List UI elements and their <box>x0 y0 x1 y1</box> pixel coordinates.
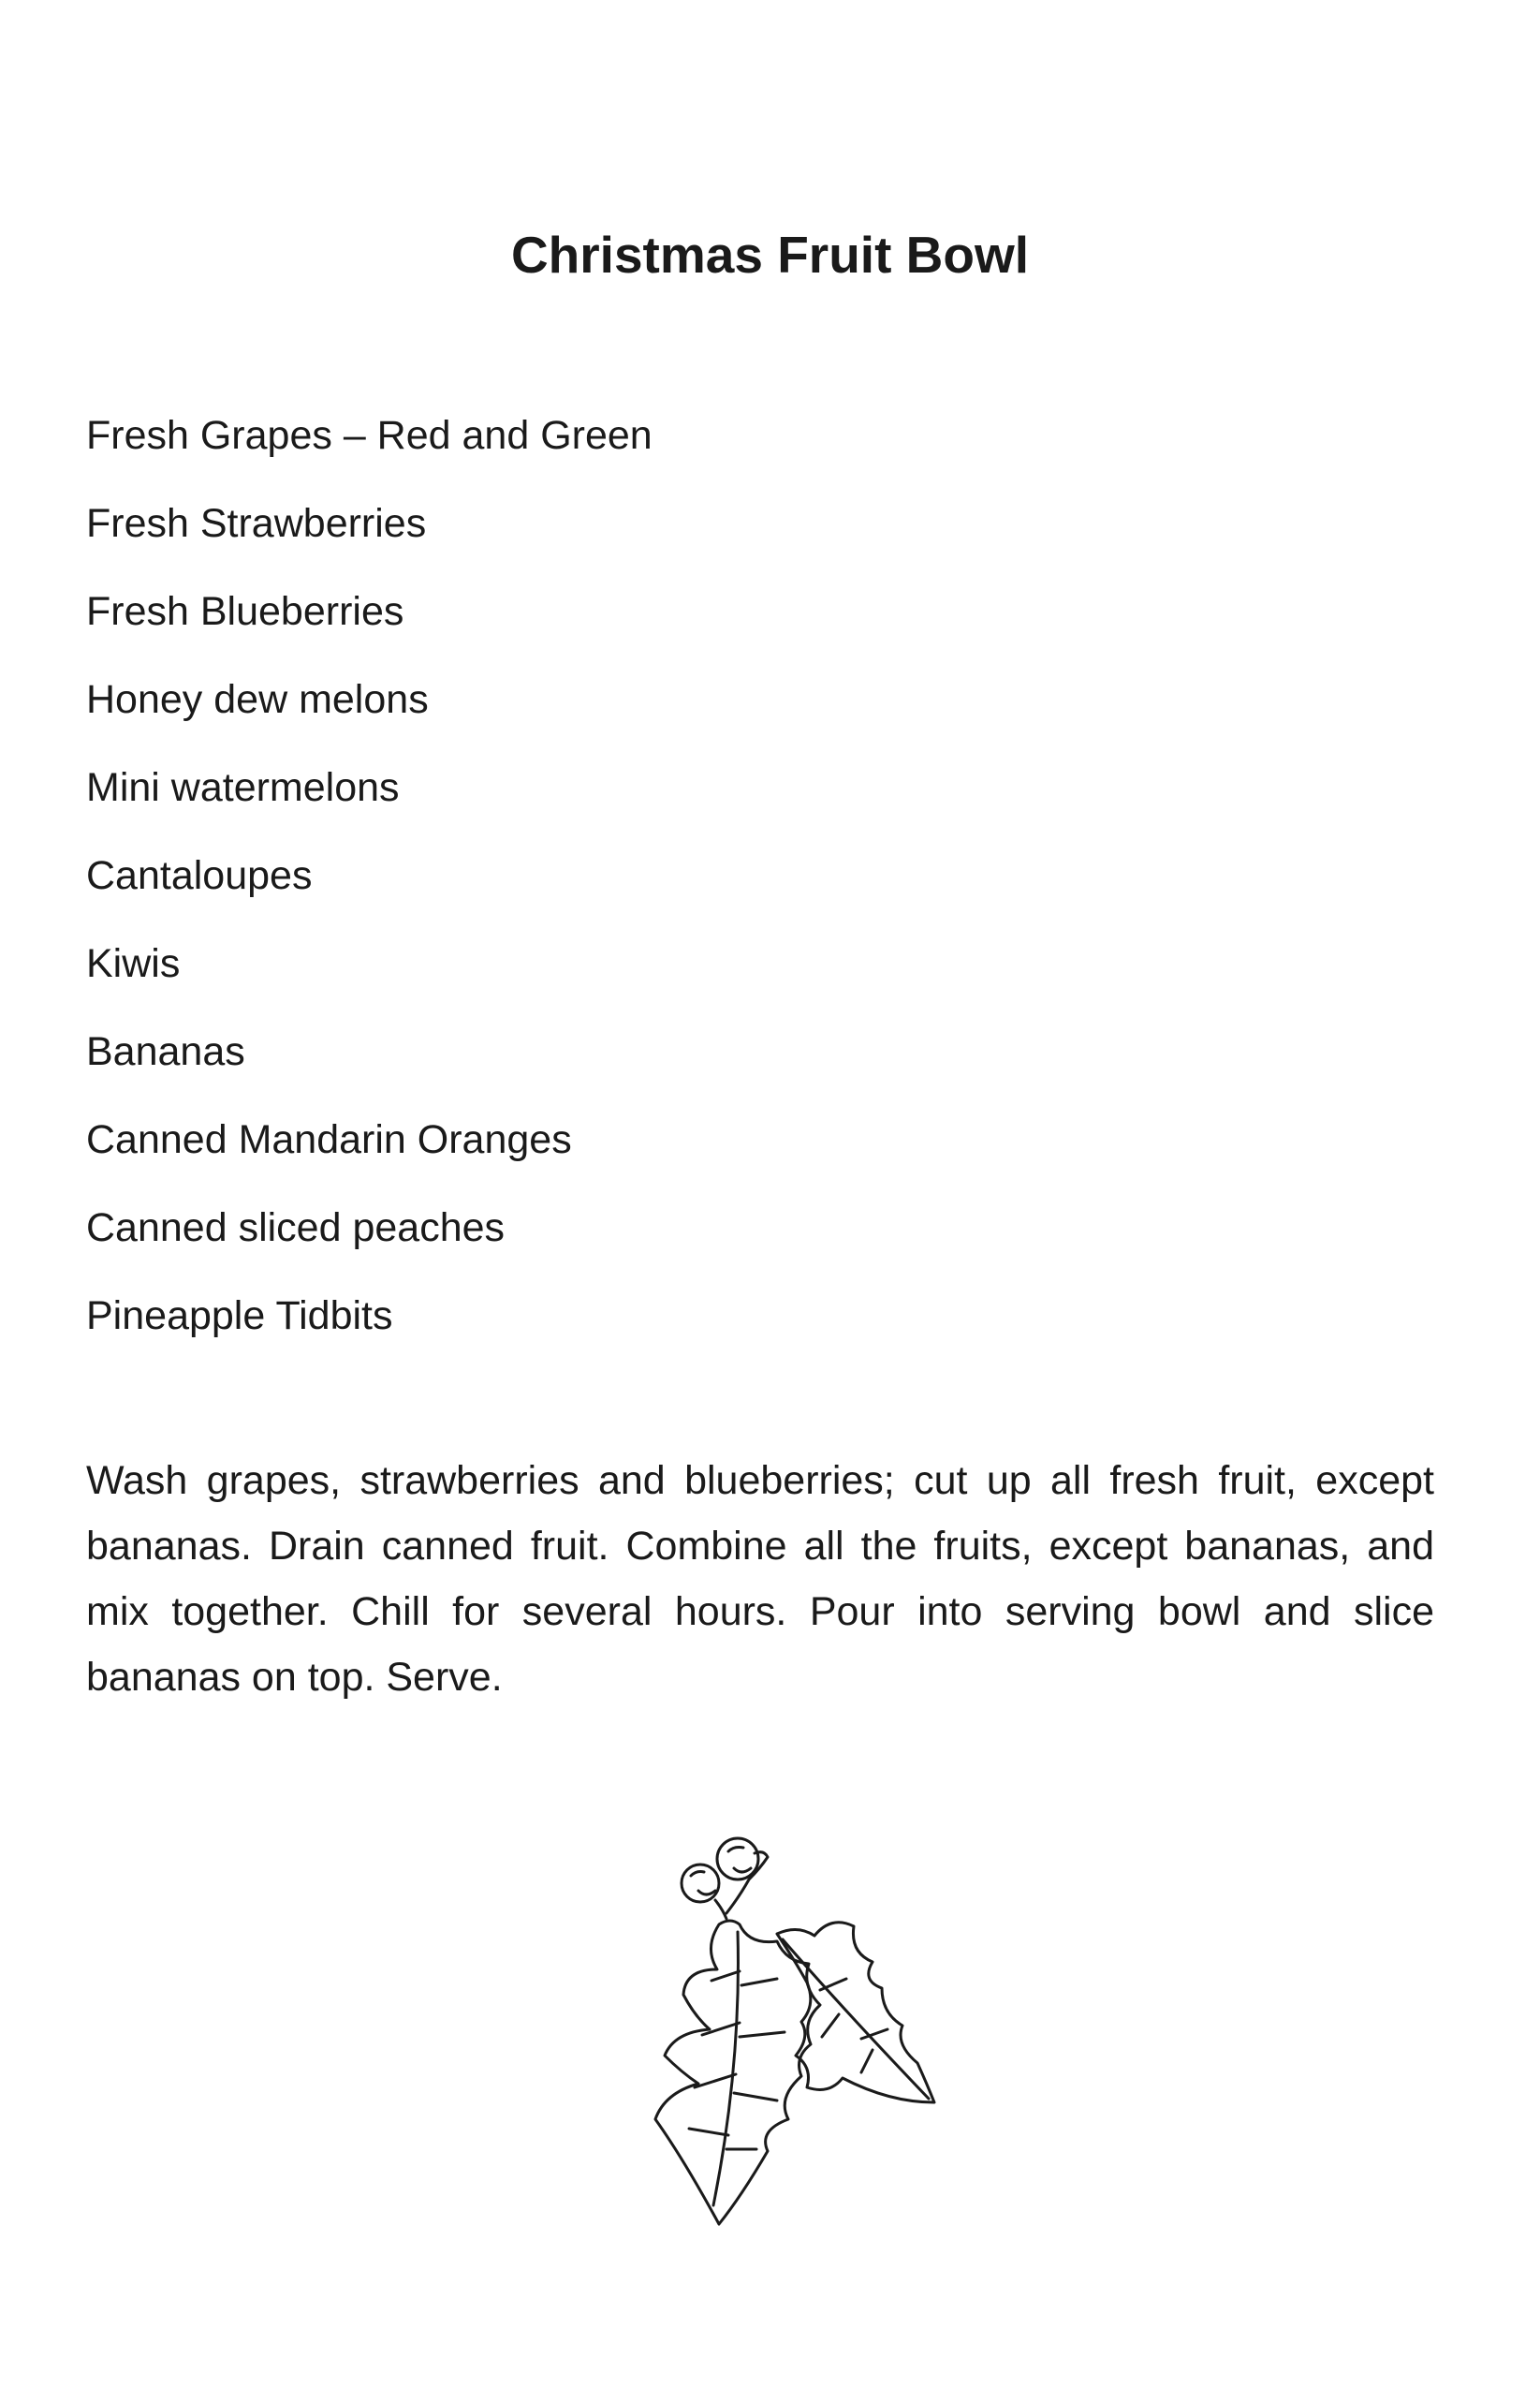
holly-icon <box>637 1821 955 2243</box>
ingredient-item: Fresh Strawberries <box>86 501 427 546</box>
ingredient-item: Honey dew melons <box>86 677 429 722</box>
ingredient-item: Canned sliced peaches <box>86 1205 506 1250</box>
page-title: Christmas Fruit Bowl <box>510 226 1030 284</box>
ingredient-item: Cantaloupes <box>86 853 313 898</box>
ingredient-item: Bananas <box>86 1029 245 1074</box>
ingredient-item: Kiwis <box>86 941 181 986</box>
ingredient-list <box>86 391 1397 1360</box>
ingredient-item: Canned Mandarin Oranges <box>86 1117 572 1162</box>
ingredient-item: Fresh Blueberries <box>86 589 404 634</box>
ingredient-item: Pineapple Tidbits <box>86 1293 393 1338</box>
ingredient-item: Fresh Grapes – Red and Green <box>86 413 653 458</box>
recipe-instructions: Wash grapes, strawberries and blueberries; cut up all fresh fruit, except bananas. Drain canned fruit. Combine all the fruits, except bananas, and mix together. Chill for several hours. Pour into serving bowl and slice bananas on top. Serve. <box>86 1458 1434 1700</box>
ingredient-item: Mini watermelons <box>86 765 400 810</box>
